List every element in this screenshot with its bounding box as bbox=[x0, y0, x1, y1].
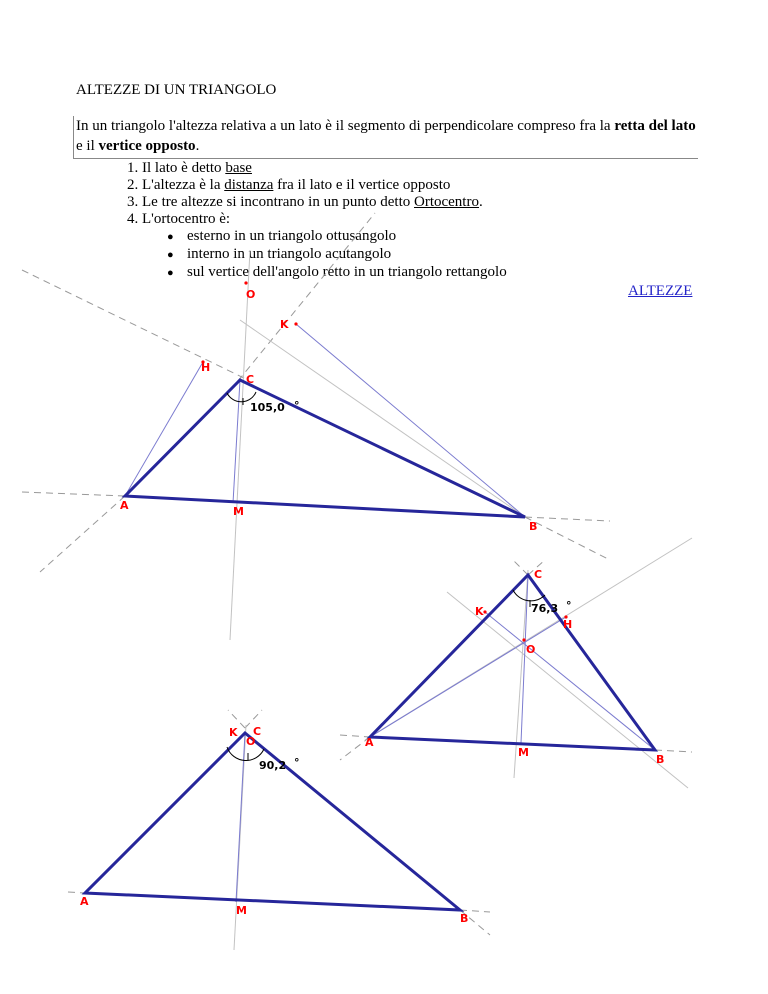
extension-line bbox=[238, 213, 375, 381]
bullet-item: ● interno in un triangolo acutangolo bbox=[187, 246, 507, 264]
label-O: O bbox=[246, 288, 256, 301]
bullet-item: ● sul vertice dell'angolo retto in un triangolo rettangolo bbox=[187, 264, 507, 282]
list-item-text: L'altezza è la bbox=[142, 177, 225, 193]
angle-value: 90,2 bbox=[259, 759, 287, 772]
orthocenter-line bbox=[240, 320, 525, 517]
label-M: M bbox=[233, 505, 244, 518]
list-item-text: Le tre altezze si incontrano in un punto detto bbox=[142, 194, 414, 210]
extension-line bbox=[513, 560, 528, 575]
point-dot bbox=[244, 281, 247, 284]
label-K: K bbox=[280, 318, 289, 331]
obtuse-triangle bbox=[125, 380, 525, 517]
definition-bold-2: vertice opposto bbox=[98, 138, 196, 154]
extension-line bbox=[655, 750, 692, 752]
acute-triangle bbox=[370, 575, 655, 750]
point-dot bbox=[522, 638, 525, 641]
list-item-underlined: base bbox=[225, 160, 252, 176]
bullet-item: ● esterno in un triangolo ottusangolo bbox=[187, 228, 507, 246]
extension-line bbox=[525, 517, 610, 521]
definition-text-3: . bbox=[195, 138, 200, 154]
definition-text-1: In un triangolo l'altezza relativa a un lato è il segmento di perpendicolare compreso fra la bbox=[76, 118, 615, 134]
label-O: O bbox=[526, 643, 536, 656]
label-K: K bbox=[475, 605, 484, 618]
extension-line bbox=[22, 270, 248, 380]
list-item-text: Il lato è detto bbox=[142, 160, 226, 176]
label-M: M bbox=[236, 904, 247, 917]
list-item-text: L'ortocentro è: bbox=[142, 211, 231, 227]
label-B: B bbox=[529, 520, 538, 533]
altitude-line bbox=[296, 324, 525, 517]
label-C: C bbox=[253, 725, 262, 738]
degree-sign: ° bbox=[294, 756, 300, 769]
label-A: A bbox=[80, 895, 89, 908]
list-item-underlined: Ortocentro bbox=[414, 194, 479, 210]
degree-sign: ° bbox=[566, 599, 572, 612]
label-H: H bbox=[563, 618, 573, 631]
page-title: ALTEZZE DI UN TRIANGOLO bbox=[76, 82, 277, 98]
label-A: A bbox=[120, 499, 129, 512]
angle-value: 105,0 bbox=[250, 401, 285, 414]
right-triangle-figure bbox=[68, 710, 490, 950]
label-O: O bbox=[246, 735, 256, 748]
label-A: A bbox=[365, 736, 374, 749]
angle-value: 76,3 bbox=[531, 602, 559, 615]
label-K: K bbox=[229, 726, 238, 739]
altezze-link[interactable]: ALTEZZE bbox=[628, 283, 693, 299]
list-item-underlined: distanza bbox=[224, 177, 274, 193]
extension-line bbox=[525, 517, 610, 560]
degree-sign: ° bbox=[294, 399, 300, 412]
point-dot bbox=[294, 322, 297, 325]
acute-triangle-figure bbox=[340, 538, 692, 788]
label-B: B bbox=[656, 753, 665, 766]
extension-line bbox=[68, 892, 85, 893]
point-dot bbox=[483, 610, 486, 613]
label-M: M bbox=[518, 746, 529, 759]
obtuse-triangle-figure bbox=[22, 213, 610, 640]
altitude-line bbox=[233, 380, 240, 503]
label-C: C bbox=[534, 568, 543, 581]
extension-line bbox=[40, 496, 125, 572]
extension-line bbox=[22, 492, 125, 496]
orthocenter-line bbox=[230, 250, 250, 640]
label-C: C bbox=[246, 373, 255, 386]
definition-bold-1: retta del lato bbox=[614, 118, 696, 134]
label-B: B bbox=[460, 912, 469, 925]
list-item-text-after: fra il lato e il vertice opposto bbox=[273, 177, 451, 193]
definition-text-2: e il bbox=[76, 138, 99, 154]
list-item-text-after: . bbox=[478, 194, 483, 210]
label-H: H bbox=[201, 361, 211, 374]
